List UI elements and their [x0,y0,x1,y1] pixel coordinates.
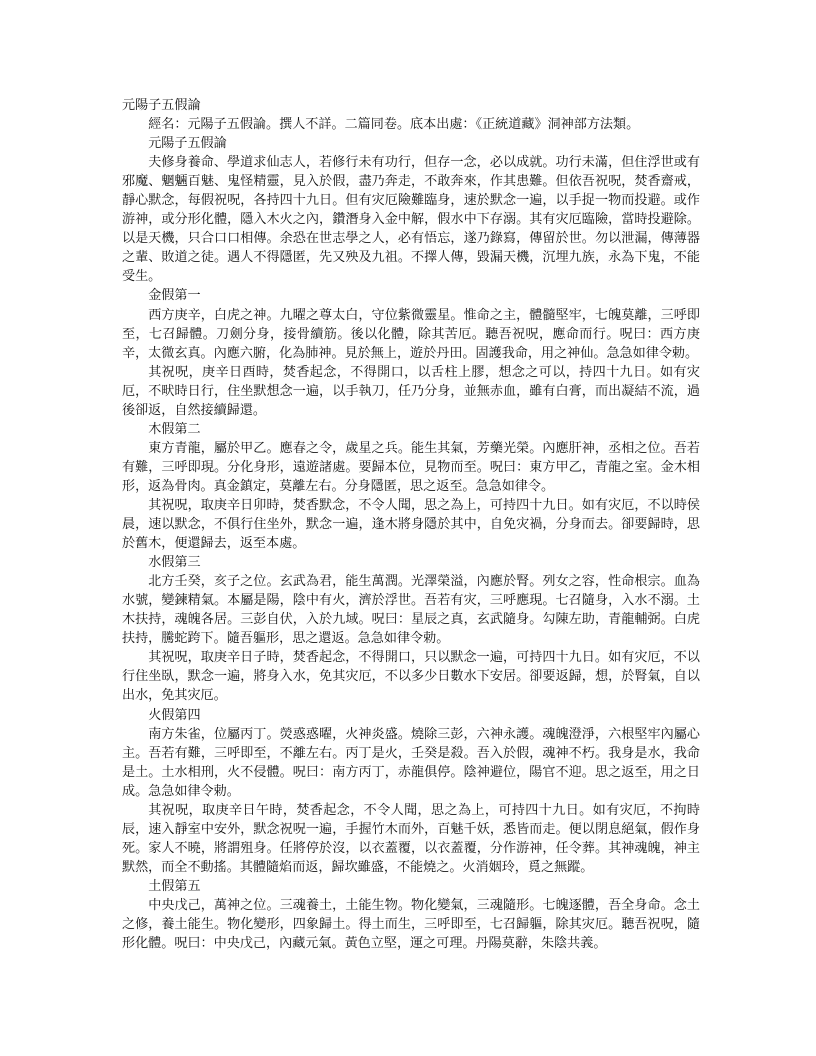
document-body [122,96,700,953]
document-subtitle: 元陽子五假論 [148,136,227,152]
section-heading-water: 水假第三 [148,555,201,571]
section-practice-wood: 其祝呪，取庚辛日卯時，焚香默念，不令人聞，思之為上，可持四十九日。如有灾厄，不以時侯晨，速以默念，不俱行住坐外，默念一遍，逢木將身隱於其中，自免灾禍，分身而去。卻要歸時，思於舊木，便還歸去，返至本處。 [122,497,700,552]
section-body-wood: 東方青龍，屬於甲乙。應春之令，歲星之兵。能生其氣，芳藥光榮。內應肝神，丞相之位。吾若有難，三呼即現。分化身形，遠遊諸處。要歸本位，見物而至。呪曰：東方甲乙，青龍之室。金木相形，返為骨肉。真金鎮定，莫離左右。分身隱匿，思之返至。急急如律令。 [122,440,700,494]
section-heading-metal: 金假第一 [148,288,201,304]
section-heading-earth: 土假第五 [148,878,201,894]
section-practice-metal: 其祝呪，庚辛日酉時，焚香起念，不得開口，以舌柱上膠，想念之可以，持四十九日。如有灾厄，不畎時日行，住坐默想念一遍，以手執刀，任乃分身，並無赤血，雖有白膏，而出凝結不流，過後卻返，自然接續歸還。 [122,364,700,418]
section-heading-fire: 火假第四 [148,707,201,723]
document-title: 元陽子五假論 [122,98,201,113]
section-body-water: 北方壬癸，亥子之位。玄武為君，能生萬潤。光澤榮溢，內應於腎。列女之容，性命根宗。血為水號，變鍊精氣。本屬是陽，陰中有火，濟於浮世。吾若有灾，三呼應現。七召隨身，入水不溺。土木扶持，魂魄各居。三彭自伏，入於九域。呪曰：星辰之真，玄武隨身。勾陳左助，青龍輔弼。白虎扶持，騰蛇跨下。隨吾軀形，思之還返。急急如律令勅。 [122,574,700,647]
preface-paragraph: 夫修身養命、學道求仙志人，若修行未有功行，但存一念，必以成就。功行未滿，但住浮世或有邪魔、魍魎百魅、鬼怪精靈，見入於假，盡乃奔走，不敢奔來，作其患難。但依吾祝呪，焚香齋戒，靜心默念，每假祝呪，各持四十九日。但有灾厄險難臨身，速於默念一遍，以手捉一物而投避。或作游神，或分形化體，隱入木火之內，鑽潛身入金中解，假水中下存溺。其有灾厄臨險，當時投避除。以是天機，只合口口相傳。余恐在世志學之人，必有悟忘，遂乃錄寫，傳留於世。勿以泄漏，傳薄器之輩、敗道之徒。遇人不得隱匿，先又殃及九祖。不擇人傳，毀漏天機，沉埋九族，永為下鬼，不能受生。 [122,155,700,285]
section-practice-fire: 其祝呪，取庚辛日午時，焚香起念，不令人聞，思之為上，可持四十九日。如有灾厄，不拘時辰，速入靜室中安外，默念祝呪一遍，手握竹木而外，百魅千妖，悉皆而走。便以閉息絕氣，假作身死。家人不曉，將謂殂身。任將停於沒，以衣蓋覆，以衣蓋覆，分作游神，任令葬。其神魂魄，神主默然，而全不動搖。其體隨焰而返，歸坎雖盛，不能燒之。火消姻玲，覓之無蹤。 [122,802,700,875]
section-heading-wood: 木假第二 [148,421,201,437]
section-body-metal: 西方庚辛，白虎之神。九曜之尊太白，守位紫微靈星。惟命之主，體髓堅牢，七魄莫離，三呼即至，七召歸體。刀劍分身，接骨續筋。後以化體，除其苦厄。聽吾祝呪，應命而行。呪曰：西方庚辛，太微玄真。內應六腑，化為肺神。見於無上，遊於丹田。固護我命，用之神仙。急急如律令勅。 [122,307,700,361]
colophon-paragraph: 經名：元陽子五假論。撰人不詳。二篇同卷。底本出處：《正統道藏》洞神部方法類。 [148,117,640,133]
section-body-fire: 南方朱雀，位屬丙丁。熒惑惑曜，火神炎盛。燒除三彭，六神永護。魂魄澄淨，六根堅牢內屬心主。吾若有難，三呼即至，不離左右。丙丁是火，壬癸是殺。吾入於假，魂神不朽。我身是水，我命是土。土水相刑，火不侵體。呪曰：南方丙丁，赤龍俱停。陰神避位，陽官不迎。思之返至，用之日成。急急如律令勅。 [122,726,700,799]
section-practice-water: 其祝呪，取庚辛日子時，焚香起念，不得開口，只以默念一遍，可持四十九日。如有灾厄，不以行住坐臥，默念一遍，將身入水，免其灾厄，不以多少日數水下安居。卻要返歸，想，於腎氣，自以出水，免其灾厄。 [122,650,700,704]
section-body-earth: 中央戊己，萬神之位。三魂養土，土能生物。物化變氣，三魂隨形。七魄逐體，吾全身命。念土之修，養土能生。物化變形，四象歸土。得土而生，三呼即至，七召歸軀，除其灾厄。聽吾祝呪，隨形化體。呪曰：中央戊己，內藏元氣。黃色立堅，運之可理。丹陽莫辭，朱陰共義。 [122,897,700,952]
